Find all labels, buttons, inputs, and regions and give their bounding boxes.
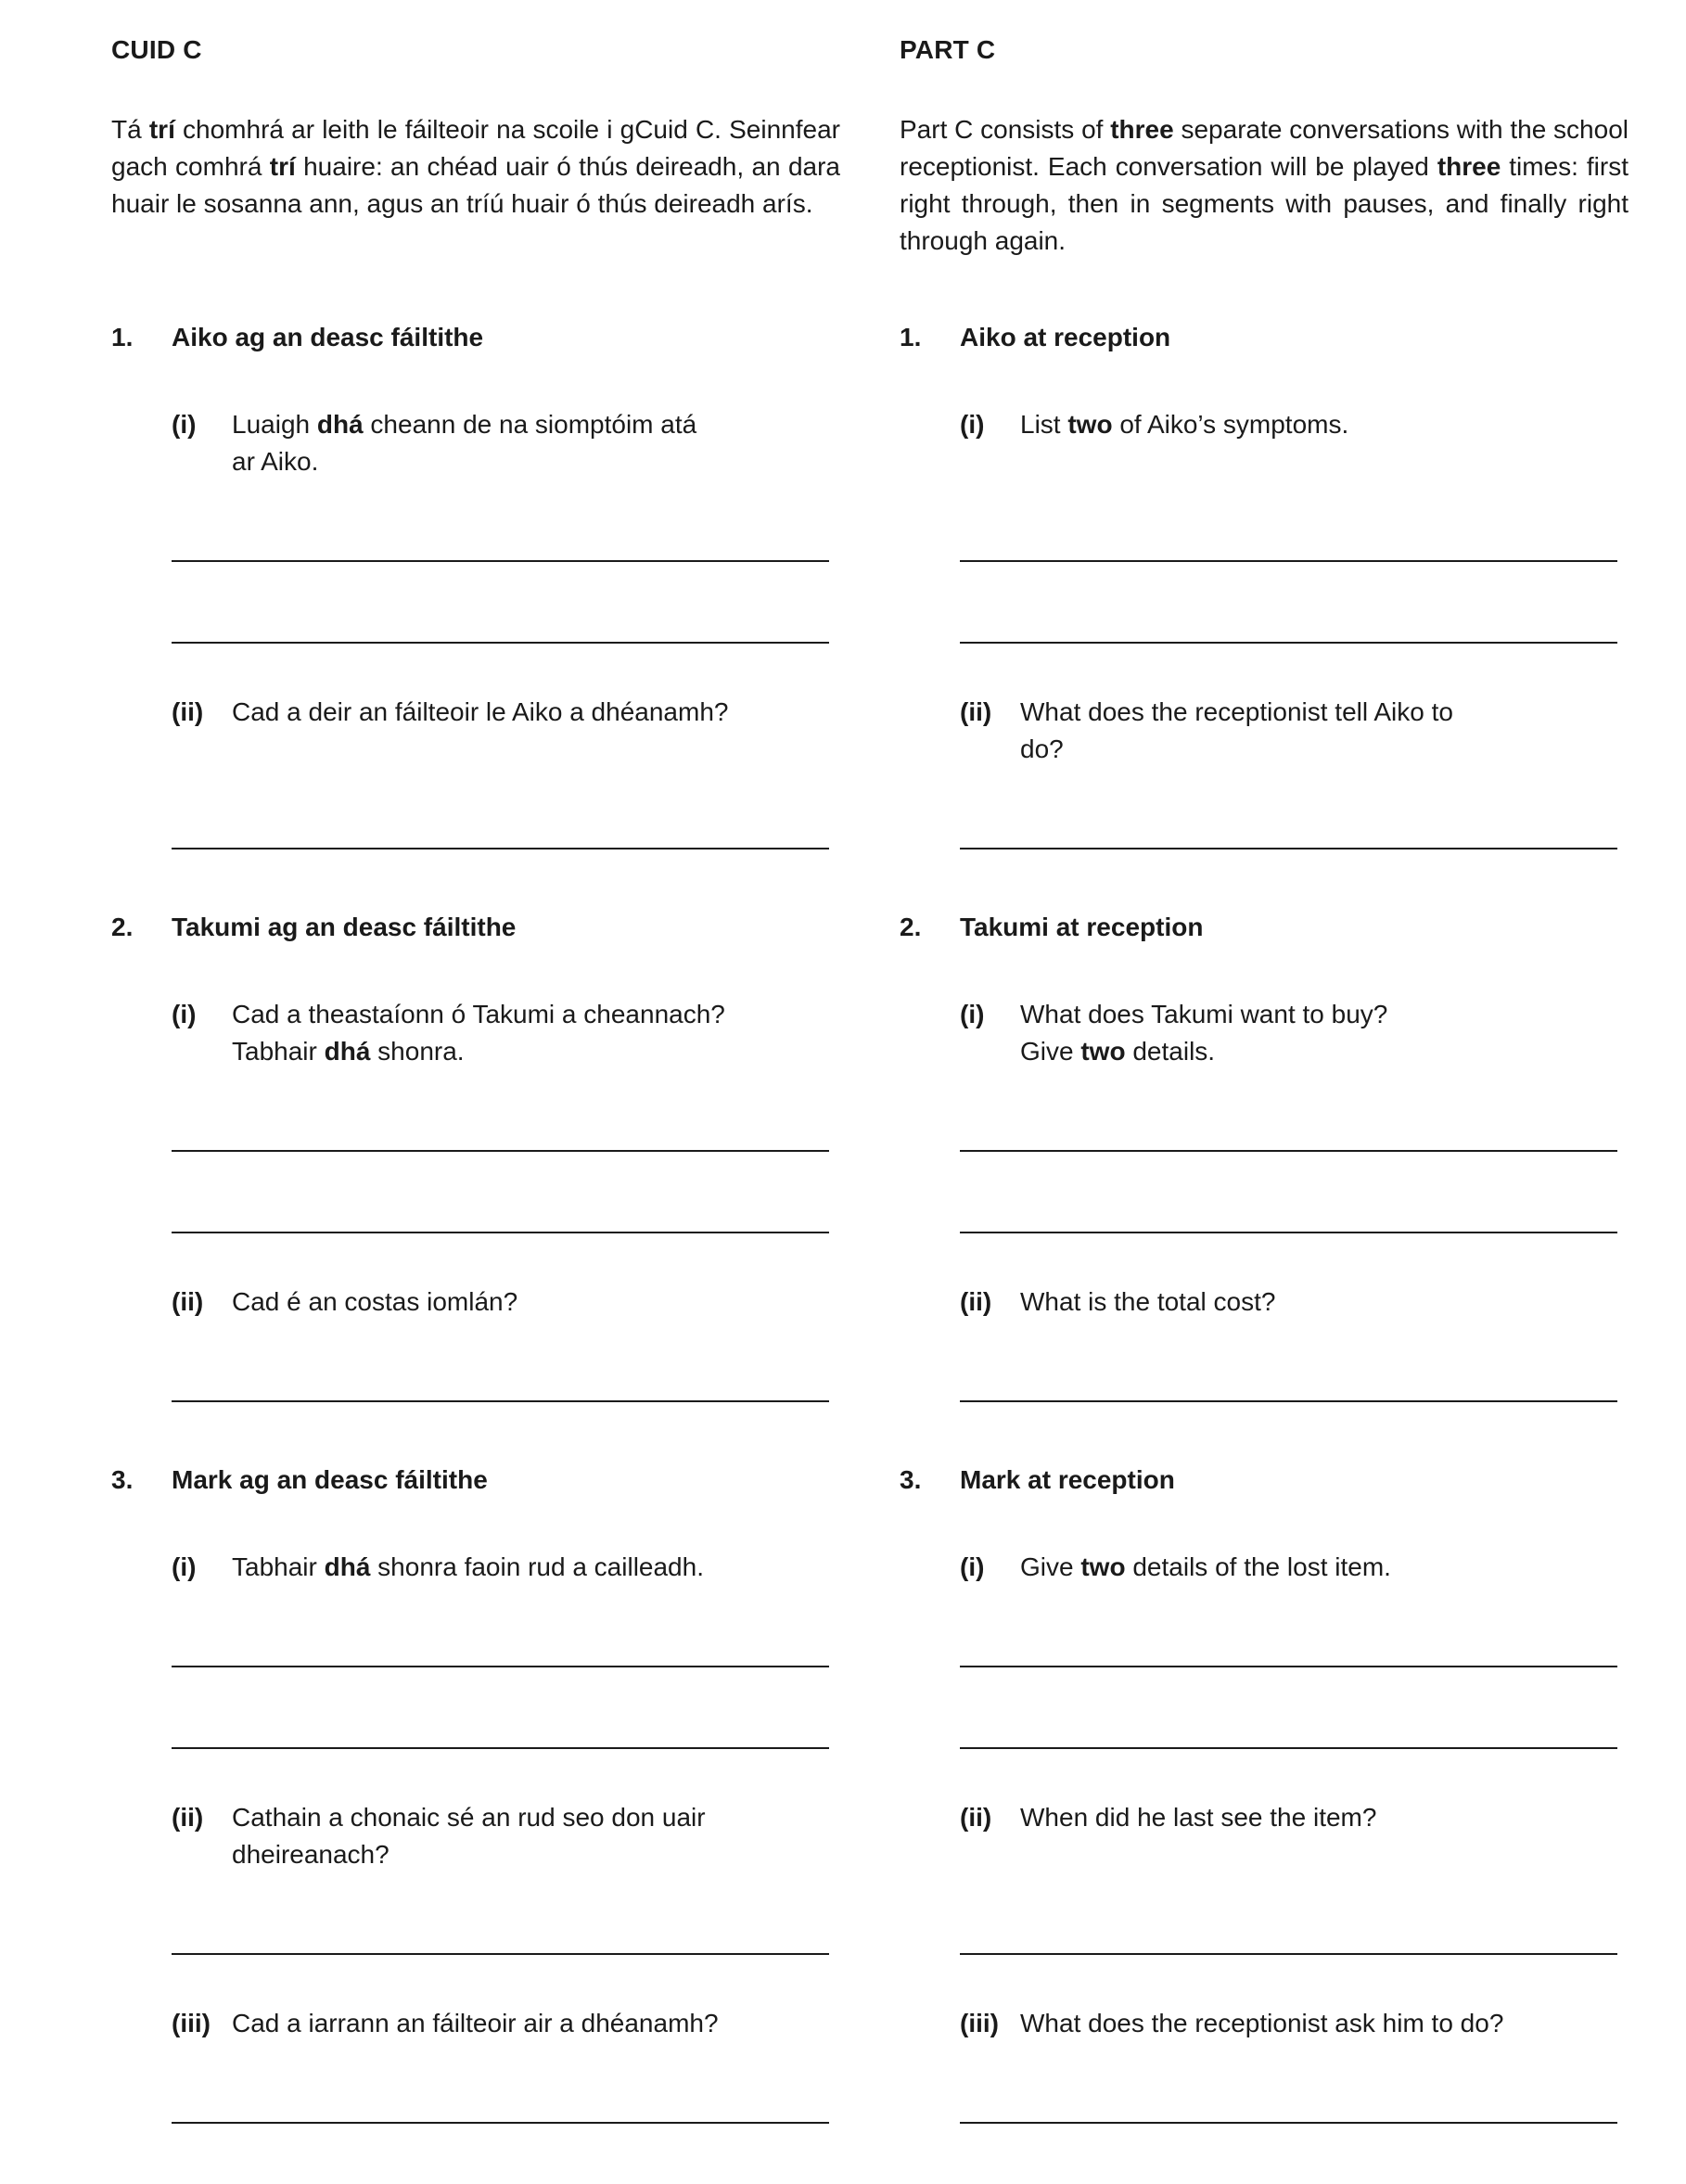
question-label: (ii) [960,1803,992,1832]
question-text: Tabhair dhá shonra faoin rud a cailleadh. [232,1552,704,1581]
question-text: What is the total cost? [1020,1287,1276,1316]
question-label: (i) [960,1000,985,1028]
section-heading [900,909,1629,946]
answer-line [960,848,1617,849]
question [900,996,1629,1070]
question-text: What does Takumi want to buy? Give two details. [1020,1000,1388,1066]
section-title: Aiko ag an deasc fáiltithe [172,323,484,351]
intro-paragraph: Part C consists of three separate conversations with the school receptionist. Each conversation will be played three times: first right through, then in segments with pauses, and finally right through again. [900,115,1629,255]
section-number: 2. [111,913,134,941]
section-number: 1. [111,323,134,351]
answer-line [172,1232,829,1233]
question-text: Cad é an costas iomlán? [232,1287,518,1316]
question-label: (i) [960,1552,985,1581]
section-number: 1. [900,323,922,351]
answer-line [960,642,1617,644]
section-number: 3. [900,1465,922,1494]
question [900,2005,1629,2042]
question [900,1549,1629,1586]
section-title: Mark ag an deasc fáiltithe [172,1465,488,1494]
question-label: (i) [172,1552,197,1581]
section-title: Takumi at reception [960,913,1204,941]
answer-line [960,1747,1617,1749]
answer-line [172,642,829,644]
question-label: (ii) [960,1287,992,1316]
answer-line [172,848,829,849]
question-text: Cad a theastaíonn ó Takumi a cheannach? Tabhair dhá shonra. [232,1000,725,1066]
question [900,406,1629,480]
question-text: List two of Aiko’s symptoms. [1020,410,1349,439]
answer-line [172,1400,829,1402]
question-text: Cad a iarrann an fáilteoir air a dhéanamh? [232,2009,719,2037]
answer-line [172,560,829,562]
question-label: (ii) [172,1803,204,1832]
question [111,2005,840,2042]
section-heading [111,909,840,946]
question [111,1284,840,1321]
answer-line [960,1953,1617,1955]
question-text: Cathain a chonaic sé an rud seo don uair dheireanach? [232,1803,706,1869]
question-text: Cad a deir an fáilteoir le Aiko a dhéanamh? [232,697,729,726]
section-heading [900,1462,1629,1499]
section-title: Takumi ag an deasc fáiltithe [172,913,517,941]
question-text: Luaigh dhá cheann de na siomptóim atá ar Aiko. [232,410,697,476]
question-label: (i) [960,410,985,439]
question [111,1549,840,1586]
question-label: (i) [172,1000,197,1028]
answer-line [960,2122,1617,2124]
question-label: (ii) [172,1287,204,1316]
section-title: Mark at reception [960,1465,1175,1494]
question-text: What does the receptionist tell Aiko to do? [1020,697,1453,763]
question [111,1799,840,1873]
section-heading [900,319,1629,356]
section-number: 2. [900,913,922,941]
question [111,996,840,1070]
question-label: (ii) [960,697,992,726]
part-heading: PART C [900,35,996,64]
two-column-layout [111,32,1629,2124]
answer-line [960,1400,1617,1402]
answer-line [960,1666,1617,1667]
section-number: 3. [111,1465,134,1494]
answer-line [172,2122,829,2124]
question-label: (ii) [172,697,204,726]
section-title: Aiko at reception [960,323,1171,351]
answer-line [172,1747,829,1749]
answer-line [960,560,1617,562]
question-label: (i) [172,410,197,439]
question-label: (iii) [960,2009,999,2037]
question [900,1284,1629,1321]
question-label: (iii) [172,2009,211,2037]
intro-paragraph: Tá trí chomhrá ar leith le fáilteoir na scoile i gCuid C. Seinnfear gach comhrá trí huaire: an chéad uair ó thús deireadh, an dara huair le sosanna ann, agus an tríú huair ó thús deireadh arís. [111,115,840,218]
answer-line [960,1150,1617,1152]
answer-line [172,1150,829,1152]
section-heading [111,1462,840,1499]
question-text: When did he last see the item? [1020,1803,1377,1832]
question [900,1799,1629,1873]
question [900,694,1629,768]
question [111,694,840,768]
question [111,406,840,480]
section-heading [111,319,840,356]
answer-line [172,1666,829,1667]
answer-line [172,1953,829,1955]
part-heading: CUID C [111,35,202,64]
question-text: Give two details of the lost item. [1020,1552,1391,1581]
answer-line [960,1232,1617,1233]
question-text: What does the receptionist ask him to do? [1020,2009,1504,2037]
